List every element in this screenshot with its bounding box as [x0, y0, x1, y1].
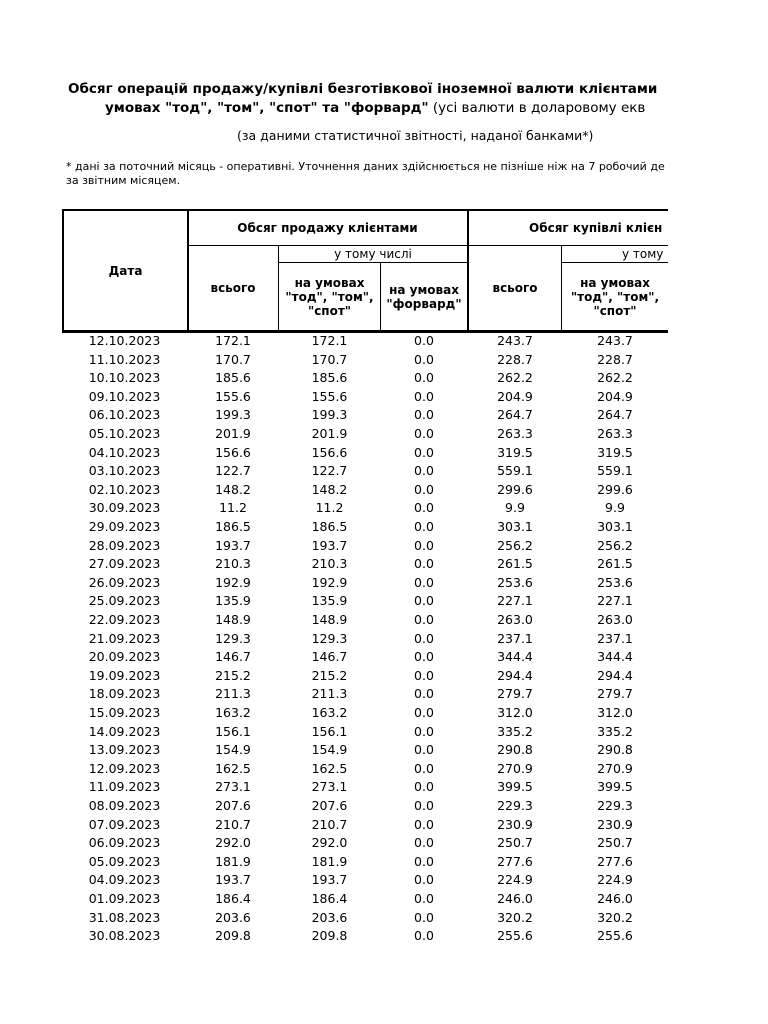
cell-sales-spot: 210.3 [311, 556, 348, 572]
table-row [0, 927, 668, 946]
cell-date: 14.09.2023 [88, 723, 161, 739]
cell-date: 01.09.2023 [88, 891, 161, 906]
cell-sales-spot: 186.5 [311, 519, 348, 534]
cell-sales-forward: 0.0 [414, 909, 434, 925]
cell-purchase-total: 263.3 [497, 426, 533, 441]
cell-purchase-total: 335.2 [497, 723, 533, 739]
cell-purchase-spot: 9.9 [605, 500, 625, 516]
cell-date: 10.10.2023 [88, 370, 161, 386]
cell-purchase-spot: 290.8 [597, 742, 633, 758]
table-row [0, 778, 668, 797]
cell-purchase-spot: 243.7 [597, 333, 633, 348]
cell-date: 30.08.2023 [88, 928, 161, 944]
cell-sales-spot: 172.1 [311, 333, 348, 348]
cell-purchase-total: 204.9 [497, 388, 533, 404]
cell-sales-total: 163.2 [215, 705, 251, 720]
cell-sales-total: 193.7 [215, 872, 251, 888]
cell-date: 03.10.2023 [88, 463, 161, 479]
cell-sales-total: 155.6 [215, 388, 251, 404]
table-row [0, 871, 668, 890]
table-row [0, 406, 668, 425]
cell-sales-spot: 135.9 [311, 593, 348, 609]
title-line-2-normal: (усі валюти в доларовому екв [428, 100, 646, 116]
cell-sales-spot: 292.0 [311, 835, 348, 851]
cell-date: 22.09.2023 [88, 612, 161, 627]
title-line-1: Обсяг операцій продажу/купівлі безготівкової іноземної валюти клієнтами [68, 81, 658, 97]
table-row [0, 481, 668, 500]
header-total: всього [210, 281, 256, 295]
cell-date: 25.09.2023 [88, 593, 161, 609]
cell-sales-forward: 0.0 [414, 444, 434, 460]
cell-purchase-spot: 253.6 [597, 574, 633, 590]
cell-purchase-spot: 230.9 [597, 816, 633, 832]
cell-sales-forward: 0.0 [414, 723, 434, 739]
cell-purchase-spot: 294.4 [597, 667, 633, 683]
table-row [0, 555, 668, 574]
header-forward: на умовах "форвард" [386, 282, 462, 311]
footnote-line-1: * дані за поточний місяць - оперативні. Уточнення даних здійснюється не пізніше ніж на 7 робочий де [66, 160, 665, 173]
cell-sales-total: 129.3 [215, 630, 251, 646]
header-purchase-group: Обсяг купівлі клієн [529, 221, 663, 235]
cell-sales-spot: 211.3 [311, 686, 348, 702]
cell-sales-total: 209.8 [215, 928, 251, 944]
cell-purchase-total: 319.5 [497, 444, 533, 460]
header-spot: на умовах "тод", "том", "спот" [285, 275, 374, 318]
cell-purchase-total: 299.6 [497, 481, 533, 497]
cell-date: 05.09.2023 [88, 853, 161, 869]
cell-sales-spot: 186.4 [311, 891, 348, 906]
cell-date: 08.09.2023 [88, 798, 161, 813]
cell-date: 09.10.2023 [88, 388, 161, 404]
cell-sales-forward: 0.0 [414, 500, 434, 516]
cell-date: 12.09.2023 [88, 760, 161, 776]
cell-date: 05.10.2023 [88, 426, 161, 441]
cell-date: 15.09.2023 [88, 705, 161, 720]
cell-sales-total: 156.1 [215, 723, 251, 739]
table-row [0, 741, 668, 760]
cell-sales-spot: 156.1 [311, 723, 348, 739]
cell-sales-spot: 193.7 [311, 872, 348, 888]
cell-purchase-spot: 250.7 [597, 835, 633, 851]
cell-sales-spot: 129.3 [311, 630, 348, 646]
cell-sales-total: 11.2 [219, 500, 247, 516]
cell-sales-spot: 163.2 [311, 705, 348, 720]
cell-purchase-spot: 277.6 [597, 853, 633, 869]
table-row [0, 611, 668, 630]
cell-purchase-total: 228.7 [497, 351, 533, 367]
cell-purchase-spot: 237.1 [597, 630, 633, 646]
cell-date: 27.09.2023 [88, 556, 161, 572]
cell-sales-total: 146.7 [215, 649, 251, 665]
table-row [0, 574, 668, 593]
cell-sales-total: 273.1 [215, 779, 251, 795]
cell-sales-spot: 199.3 [311, 407, 348, 423]
cell-purchase-spot: 299.6 [597, 481, 633, 497]
cell-date: 30.09.2023 [88, 500, 161, 516]
table-row [0, 630, 668, 649]
table-row [0, 537, 668, 556]
cell-purchase-spot: 255.6 [597, 928, 633, 944]
cell-sales-total: 192.9 [215, 574, 251, 590]
cell-purchase-spot: 224.9 [597, 872, 633, 888]
data-table [0, 209, 668, 989]
cell-purchase-total: 256.2 [497, 537, 533, 553]
cell-sales-forward: 0.0 [414, 351, 434, 367]
cell-sales-spot: 170.7 [311, 351, 348, 367]
cell-sales-spot: 193.7 [311, 537, 348, 553]
cell-sales-spot: 181.9 [311, 853, 348, 869]
cell-sales-total: 156.6 [215, 444, 251, 460]
cell-purchase-total: 264.7 [497, 407, 533, 423]
cell-purchase-spot: 261.5 [597, 556, 633, 572]
table-row [0, 518, 668, 537]
cell-sales-total: 172.1 [215, 333, 251, 348]
cell-sales-total: 210.7 [215, 816, 251, 832]
cell-date: 21.09.2023 [88, 630, 161, 646]
cell-purchase-total: 344.4 [497, 649, 533, 665]
table-row [0, 425, 668, 444]
cell-sales-forward: 0.0 [414, 649, 434, 665]
cell-date: 02.10.2023 [88, 481, 161, 497]
table-row [0, 332, 668, 351]
cell-purchase-total: 399.5 [497, 779, 533, 795]
cell-sales-spot: 148.2 [311, 481, 348, 497]
cell-sales-spot: 122.7 [311, 463, 348, 479]
header-total-2: всього [492, 281, 538, 295]
table-row [0, 853, 668, 872]
cell-purchase-spot: 335.2 [597, 723, 633, 739]
cell-sales-forward: 0.0 [414, 426, 434, 441]
cell-purchase-spot: 279.7 [597, 686, 633, 702]
cell-sales-total: 185.6 [215, 370, 251, 386]
cell-purchase-spot: 399.5 [597, 779, 633, 795]
table-row [0, 388, 668, 407]
cell-purchase-spot: 228.7 [597, 351, 633, 367]
table-row [0, 462, 668, 481]
cell-sales-spot: 192.9 [311, 574, 348, 590]
header-sales-group: Обсяг продажу клієнтами [237, 221, 418, 235]
cell-purchase-total: 224.9 [497, 872, 533, 888]
cell-date: 04.10.2023 [88, 444, 161, 460]
cell-purchase-spot: 264.7 [597, 407, 633, 423]
cell-purchase-spot: 204.9 [597, 388, 633, 404]
cell-sales-forward: 0.0 [414, 537, 434, 553]
cell-sales-forward: 0.0 [414, 928, 434, 944]
cell-date: 31.08.2023 [88, 909, 161, 925]
cell-purchase-total: 312.0 [497, 705, 533, 720]
title-line-2 [105, 99, 645, 118]
cell-sales-forward: 0.0 [414, 798, 434, 813]
cell-sales-spot: 185.6 [311, 370, 348, 386]
header-spot-2: на умовах "тод", "том", "спот" [570, 275, 660, 318]
cell-purchase-total: 253.6 [497, 574, 533, 590]
cell-sales-total: 122.7 [215, 463, 251, 479]
cell-date: 18.09.2023 [88, 686, 161, 702]
cell-sales-spot: 162.5 [311, 760, 348, 776]
table-row [0, 592, 668, 611]
cell-sales-forward: 0.0 [414, 816, 434, 832]
cell-sales-spot: 273.1 [311, 779, 348, 795]
cell-sales-forward: 0.0 [414, 556, 434, 572]
cell-sales-spot: 210.7 [311, 816, 348, 832]
cell-date: 20.09.2023 [88, 649, 161, 665]
cell-purchase-total: 279.7 [497, 686, 533, 702]
cell-purchase-total: 303.1 [497, 519, 533, 534]
cell-date: 07.09.2023 [88, 816, 161, 832]
cell-purchase-total: 237.1 [497, 630, 533, 646]
cell-sales-total: 148.9 [215, 612, 251, 627]
cell-sales-forward: 0.0 [414, 760, 434, 776]
cell-sales-forward: 0.0 [414, 574, 434, 590]
cell-purchase-total: 246.0 [497, 891, 533, 906]
table-row [0, 685, 668, 704]
footnote-line-2: за звітним місяцем. [66, 174, 181, 187]
cell-date: 12.10.2023 [88, 333, 161, 348]
cell-sales-forward: 0.0 [414, 481, 434, 497]
cell-purchase-spot: 263.3 [597, 426, 633, 441]
cell-purchase-total: 277.6 [497, 853, 533, 869]
cell-sales-total: 203.6 [215, 909, 251, 925]
table-row [0, 704, 668, 723]
cell-purchase-total: 261.5 [497, 556, 533, 572]
cell-date: 13.09.2023 [88, 742, 161, 758]
table-row [0, 760, 668, 779]
cell-purchase-spot: 344.4 [597, 649, 633, 665]
cell-purchase-total: 290.8 [497, 742, 533, 758]
cell-sales-forward: 0.0 [414, 742, 434, 758]
cell-sales-forward: 0.0 [414, 630, 434, 646]
cell-purchase-total: 294.4 [497, 667, 533, 683]
header-date: Дата [108, 263, 143, 278]
cell-sales-total: 148.2 [215, 481, 251, 497]
table-row [0, 369, 668, 388]
cell-sales-forward: 0.0 [414, 891, 434, 906]
cell-date: 29.09.2023 [88, 519, 161, 534]
cell-date: 26.09.2023 [88, 574, 161, 590]
cell-sales-total: 186.5 [215, 519, 251, 534]
cell-sales-forward: 0.0 [414, 370, 434, 386]
cell-sales-spot: 156.6 [311, 444, 348, 460]
cell-purchase-spot: 256.2 [597, 537, 633, 553]
cell-sales-total: 211.3 [215, 686, 251, 702]
cell-sales-total: 162.5 [215, 760, 251, 776]
cell-date: 11.10.2023 [88, 351, 161, 367]
title-line-2-bold: умовах "тод", "том", "спот" та "форвард" [105, 100, 429, 116]
cell-sales-forward: 0.0 [414, 686, 434, 702]
cell-sales-forward: 0.0 [414, 872, 434, 888]
cell-sales-spot: 207.6 [311, 798, 348, 813]
cell-sales-forward: 0.0 [414, 667, 434, 683]
cell-purchase-total: 320.2 [497, 909, 533, 925]
cell-sales-spot: 215.2 [311, 667, 348, 683]
table-row [0, 797, 668, 816]
cell-purchase-total: 243.7 [497, 333, 533, 348]
cell-purchase-spot: 303.1 [597, 519, 633, 534]
cell-sales-total: 170.7 [215, 351, 251, 367]
cell-sales-forward: 0.0 [414, 779, 434, 795]
cell-date: 04.09.2023 [88, 872, 161, 888]
table-row [0, 499, 668, 518]
table-row [0, 351, 668, 370]
cell-sales-spot: 209.8 [311, 928, 348, 944]
table-row [0, 667, 668, 686]
cell-purchase-total: 230.9 [497, 816, 533, 832]
cell-sales-forward: 0.0 [414, 593, 434, 609]
cell-sales-total: 181.9 [215, 853, 251, 869]
cell-purchase-total: 559.1 [497, 463, 533, 479]
cell-sales-spot: 11.2 [315, 500, 344, 516]
cell-purchase-spot: 229.3 [597, 798, 633, 813]
table-row [0, 909, 668, 928]
cell-sales-spot: 201.9 [311, 426, 348, 441]
cell-date: 19.09.2023 [88, 667, 161, 683]
cell-sales-forward: 0.0 [414, 519, 434, 534]
cell-purchase-total: 9.9 [505, 500, 525, 516]
cell-purchase-total: 262.2 [497, 370, 533, 386]
table-row [0, 834, 668, 853]
cell-sales-spot: 155.6 [311, 388, 348, 404]
cell-purchase-spot: 559.1 [597, 463, 633, 479]
table-row [0, 444, 668, 463]
cell-sales-spot: 146.7 [311, 649, 348, 665]
cell-sales-forward: 0.0 [414, 835, 434, 851]
cell-purchase-spot: 270.9 [597, 760, 633, 776]
table-row [0, 816, 668, 835]
cell-sales-total: 215.2 [215, 667, 251, 683]
cell-sales-total: 210.3 [215, 556, 251, 572]
cell-purchase-spot: 262.2 [597, 370, 633, 386]
cell-sales-forward: 0.0 [414, 407, 434, 423]
cell-date: 06.09.2023 [88, 835, 161, 851]
cell-sales-forward: 0.0 [414, 333, 434, 348]
cell-sales-total: 207.6 [215, 798, 251, 813]
cell-sales-forward: 0.0 [414, 463, 434, 479]
cell-purchase-spot: 312.0 [597, 705, 633, 720]
cell-sales-total: 186.4 [215, 891, 251, 906]
cell-purchase-total: 270.9 [497, 760, 533, 776]
cell-purchase-spot: 320.2 [597, 909, 633, 925]
cell-sales-total: 292.0 [215, 835, 251, 851]
cell-sales-spot: 203.6 [311, 909, 348, 925]
cell-purchase-total: 227.1 [497, 593, 533, 609]
cell-sales-total: 201.9 [215, 426, 251, 441]
cell-purchase-spot: 319.5 [597, 444, 633, 460]
cell-sales-spot: 154.9 [311, 742, 348, 758]
cell-sales-spot: 148.9 [311, 612, 348, 627]
cell-sales-total: 154.9 [215, 742, 251, 758]
cell-sales-forward: 0.0 [414, 853, 434, 869]
cell-sales-total: 193.7 [215, 537, 251, 553]
cell-sales-forward: 0.0 [414, 612, 434, 627]
cell-sales-forward: 0.0 [414, 388, 434, 404]
cell-purchase-total: 250.7 [497, 835, 533, 851]
header-incl-2: у тому [622, 247, 664, 261]
table-row [0, 890, 668, 909]
cell-purchase-spot: 246.0 [597, 891, 633, 906]
table-row [0, 648, 668, 667]
subtitle: (за даними статистичної звітності, наданої банками*) [237, 128, 594, 143]
header-incl: у тому числі [334, 247, 412, 261]
cell-sales-total: 199.3 [215, 407, 251, 423]
cell-sales-forward: 0.0 [414, 705, 434, 720]
cell-date: 28.09.2023 [88, 537, 161, 553]
table-row [0, 723, 668, 742]
cell-purchase-spot: 263.0 [597, 612, 633, 627]
cell-sales-total: 135.9 [215, 593, 251, 609]
footnote [66, 160, 665, 188]
cell-purchase-total: 229.3 [497, 798, 533, 813]
cell-purchase-total: 255.6 [497, 928, 533, 944]
cell-purchase-total: 263.0 [497, 612, 533, 627]
cell-date: 06.10.2023 [88, 407, 161, 423]
cell-purchase-spot: 227.1 [597, 593, 633, 609]
cell-date: 11.09.2023 [88, 779, 161, 795]
